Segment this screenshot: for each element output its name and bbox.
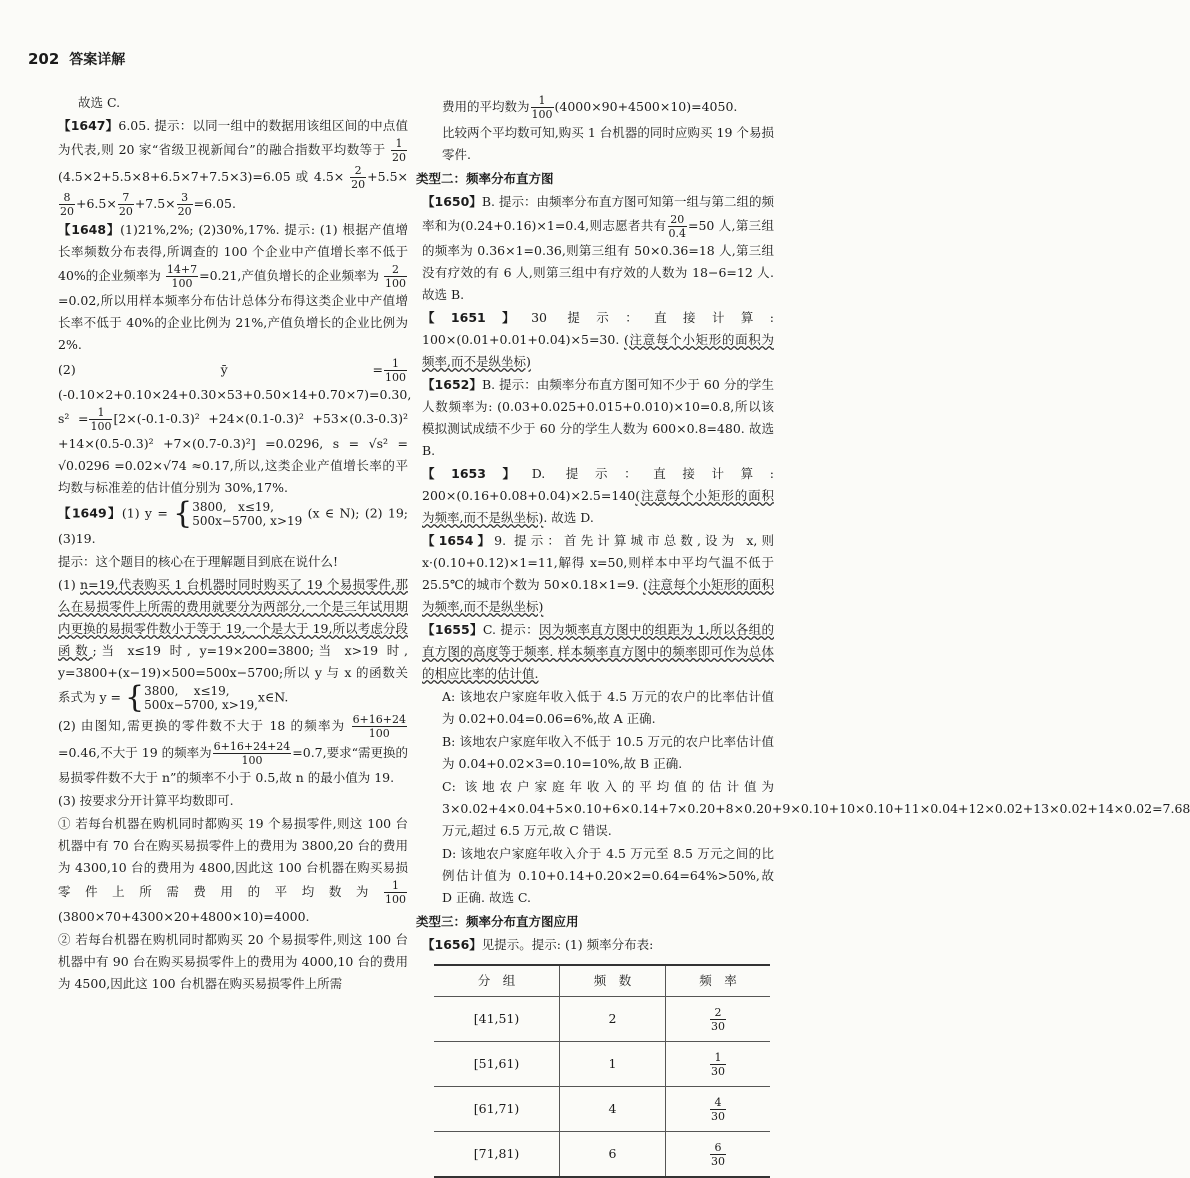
count-cell: 1: [560, 1042, 666, 1087]
frequency-cell: $\frac{4}{30}$: [665, 1087, 770, 1132]
question-number: 【1652】: [422, 377, 482, 392]
answer-1652: 【1652】B. 提示：由频率分布直方图可知不少于 60 分的学生人数频率为: (0.03+0.025+0.015+0.010)×10=0.8,所以该模拟测试成绩不少于 60 分的学生人数为 600×0.8=480. 故选 B.: [422, 377, 774, 458]
fraction: $\frac{3}{20}$: [177, 191, 192, 218]
page-header: [28, 48, 125, 72]
fraction: $\frac{14+7}{100}$: [166, 263, 198, 290]
piecewise-function: {3800, x≤19, 500x−5700, x>19: [173, 496, 303, 531]
frequency-table: [434, 964, 770, 1178]
fraction: $\frac{1}{100}$: [90, 406, 112, 433]
answer-1647: 【1647】6.05. 提示：以同一组中的数据用该组区间的中点值为代表,则 20 家“省级卫视新闻台”的融合指数平均数等于 $\frac{1}{20}$ (4.5×2+5.5×8+6.5×7+7.5×3)=6.05 或 4.5× $\frac{2}{20}$ +5.5× $\frac{8}{20}$ +6.5× $\frac{7}{20}$ +7.5× $\frac{3}{20}$ =6.05.: [58, 118, 408, 218]
fraction: $\frac{20}{0.4}$: [668, 213, 686, 240]
count-cell: 6: [560, 1132, 666, 1178]
question-number: 【1648】: [58, 222, 121, 237]
option-a: A: 该地农户家庭年收入低于 4.5 万元的农户的比率估计值为 0.02+0.04=0.06=6%,故 A 正确.: [442, 689, 774, 726]
answer-1651: 【1651】30 提示：直接计算: 100×(0.01+0.01+0.04)×5=30. (注意每个小矩形的面积为频率,而不是纵坐标): [422, 310, 775, 369]
table-row: [434, 1042, 770, 1087]
question-number: 【1651】: [422, 310, 532, 325]
question-number: 【1649】: [58, 505, 122, 521]
question-number: 【1650】: [422, 194, 482, 209]
answer-1649-step3: (3) 按要求分开计算平均数即可.: [58, 793, 234, 808]
piecewise-function: {3800, x≤19, 500x−5700, x>19,: [124, 680, 258, 715]
page-title: 答案详解: [69, 52, 126, 68]
answer-1649-step1: (1) n=19,代表购买 1 台机器时同时购买了 19 个易损零件,那么在易损零件上所需的费用就要分为两部分,一个是三年试用期内更换的易损零件数小于等于 19,一个是大于 19,所以考虑分段函数;当 x≤19 时, y=19×200=3800;当 x>19 时, y=3800+(x−19)×500=500x−5700;所以 y 与 x 的函数关系式为 y = {3800, x≤19, 500x−5700, x>19,x∈N.: [58, 577, 408, 715]
fraction: $\frac{8}{20}$: [60, 191, 74, 218]
answer-1653: 【1653】D. 提示：直接计算: 200×(0.16+0.08+0.04)×2.5=140(注意每个小矩形的面积为频率,而不是纵坐标). 故选 D.: [422, 466, 774, 525]
fraction: $\frac{1}{100}$: [531, 94, 553, 121]
question-number: 【1653】: [422, 466, 532, 481]
column-header: 频 数: [560, 965, 666, 997]
question-number: 【1654】: [422, 533, 495, 548]
left-column: [58, 92, 412, 996]
answer-1654: 【1654】9. 提示：首先计算城市总数,设为 x,则 x·(0.10+0.12)×1=11,解得 x=50,则样本中平均气温不低于 25.5℃的城市个数为 50×0.18×1=9. (注意每个小矩形的面积为频率,而不是纵坐标): [422, 533, 774, 614]
answer-1649-step2: (2) 由图知,需更换的零件数不大于 18 的频率为 $\frac{6+16+24}{100}$ =0.46,不大于 19 的频率为 $\frac{6+16+24+24}{100}$ =0.7,要求“需更换的易损零件数不大于 n”的频率不小于 0.5,故 n 的最小值为 19.: [58, 713, 408, 785]
fraction: $\frac{1}{100}$: [385, 879, 406, 906]
page-number: 202: [28, 50, 60, 68]
frequency-cell: $\frac{1}{30}$: [665, 1042, 770, 1087]
fraction: $\frac{1}{20}$: [392, 137, 406, 164]
answer-1655: 【1655】C. 提示：因为频率直方图中的组距为 1,所以各组的直方图的高度等于频率. 样本频率直方图中的频率即可作为总体的相应比率的估计值.: [422, 622, 774, 681]
question-number: 【1647】: [58, 118, 119, 133]
group-cell: [41,51): [434, 997, 560, 1042]
table-row: [434, 1132, 770, 1178]
fraction: $\frac{2}{100}$: [385, 263, 407, 290]
section-heading: 类型三：频率分布直方图应用: [416, 914, 579, 929]
group-cell: [71,81): [434, 1132, 560, 1178]
emphasis-underline: n=19,代表购买 1 台机器时同时购买了 19 个易损零件,那么在易损零件上所需的费用就要分为两部分,一个是三年试用期内更换的易损零件数小于等于 19,一个是大于 19,所以考虑分段函数: [58, 577, 408, 658]
answer-line: 故选 C.: [78, 95, 121, 110]
column-header: 分 组: [434, 965, 560, 997]
answer-1656: 【1656】见提示。提示: (1) 频率分布表:: [422, 937, 654, 952]
tip-line: 提示：这个题目的核心在于理解题目到底在说什么!: [58, 554, 339, 569]
emphasis-underline: 因为频率直方图中的组距为 1,所以各组的直方图的高度等于频率. 样本频率直方图中的频率即可作为总体的相应比率的估计值.: [422, 622, 774, 681]
answer-1650: 【1650】B. 提示：由频率分布直方图可知第一组与第二组的频率和为(0.24+0.16)×1=0.4,则志愿者共有 $\frac{20}{0.4}$ =50 人,第三组的频率为 0.36×1=0.36,则第三组有 50×0.36=18 人,第三组没有疗效的有 6 人,则第三组中有疗效的人数为 18−6=12 人. 故选 B.: [422, 194, 775, 302]
answer-line: 费用的平均数为 $\frac{1}{100}$ (4000×90+4500×10)=4050.: [442, 94, 738, 121]
fraction: $\frac{6+16+24}{100}$: [352, 713, 406, 740]
fraction: $\frac{2}{20}$: [351, 164, 366, 191]
question-number: 【1656】: [422, 937, 482, 952]
count-cell: 2: [560, 997, 666, 1042]
emphasis-underline: (注意每个小矩形的面积为频率,而不是纵坐标): [422, 577, 774, 614]
question-number: 【1655】: [422, 622, 483, 637]
frequency-cell: $\frac{2}{30}$: [665, 997, 770, 1042]
group-cell: [51,61): [434, 1042, 560, 1087]
answer-1649-step3a: ① 若每台机器在购机同时都购买 19 个易损零件,则这 100 台机器中有 70 台在购买易损零件上的费用为 3800,20 台的费用为 4300,10 台的费用为 4800,因此这 100 台机器在购买易损零件上所需费用的平均数为 $\frac{1}{100}$ (3800×70+4300×20+4800×10)=4000.: [58, 816, 408, 924]
count-cell: 4: [560, 1087, 666, 1132]
answer-1649-step3b: ② 若每台机器在购机同时都购买 20 个易损零件,则这 100 台机器中有 90 台在购买易损零件上的费用为 4000,10 台的费用为 4500,因此这 100 台机器在购买易损零件上所需: [58, 932, 408, 991]
option-d: D: 该地农户家庭年收入介于 4.5 万元至 8.5 万元之间的比例估计值为 0.10+0.14+0.20×2=0.64=64%>50%,故 D 正确. 故选 C.: [442, 846, 774, 905]
option-b: B: 该地农户家庭年收入不低于 10.5 万元的农户比率估计值为 0.04+0.02×3=0.10=10%,故 B 正确.: [442, 734, 774, 771]
table-row: [434, 997, 770, 1042]
answer-line: 比较两个平均数可知,购买 1 台机器的同时应购买 19 个易损零件.: [442, 125, 774, 162]
answer-1649: 【1649】(1) y = {3800, x≤19, 500x−5700, x>19 (x ∈ N); (2) 19; (3)19.: [58, 496, 408, 546]
frequency-cell: $\frac{6}{30}$: [665, 1132, 770, 1178]
option-c: C: 该地农户家庭年收入的平均值的估计值为 3×0.02+4×0.04+5×0.10+6×0.14+7×0.20+8×0.20+9×0.10+10×0.10+11×0.04+12×0.02+13×0.02+14×0.02=7.68 万元,超过 6.5 万元,故 C 错误.: [442, 779, 1190, 838]
section-heading: 类型二：频率分布直方图: [416, 171, 554, 186]
answer-1648-part2: (2) ȳ = $\frac{1}{100}$ (-0.10×2+0.10×24+0.30×53+0.50×14+0.70×7)=0.30, s² = $\frac{1}{100}$ [2×(-0.1-0.3)² +24×(0.1-0.3)² +53×(0.3-0.3)² +14×(0.5-0.3)² +7×(0.7-0.3)²] =0.0296, s = √s² = √0.0296 =0.02×√74 ≈0.17,所以,这类企业产值增长率的平均数与标准差的估计值分别为 30%,17%.: [58, 357, 412, 495]
column-header: 频 率: [665, 965, 770, 997]
fraction: $\frac{1}{100}$: [385, 357, 406, 384]
fraction: $\frac{7}{20}$: [118, 191, 133, 218]
group-cell: [61,71): [434, 1087, 560, 1132]
fraction: $\frac{6+16+24+24}{100}$: [213, 740, 291, 767]
right-column: [416, 94, 1190, 1178]
table-row: [434, 1087, 770, 1132]
emphasis-underline: (注意每个小矩形的面积为频率,而不是纵坐标): [422, 488, 774, 525]
answer-1648: 【1648】(1)21%,2%; (2)30%,17%. 提示: (1) 根据产值增长率频数分布表得,所调查的 100 个企业中产值增长率不低于 40%的企业频率为 $\frac{14+7}{100}$ =0.21,产值负增长的企业频率为 $\frac{2}{100}$ =0.02,所以用样本频率分布估计总体分布得这类企业中产值增长率不低于 40%的企业比例为 21%,产值负增长的企业比例为 2%.: [58, 222, 408, 352]
table-header-row: [434, 965, 770, 997]
emphasis-underline: (注意每个小矩形的面积为频率,而不是纵坐标): [422, 332, 774, 369]
